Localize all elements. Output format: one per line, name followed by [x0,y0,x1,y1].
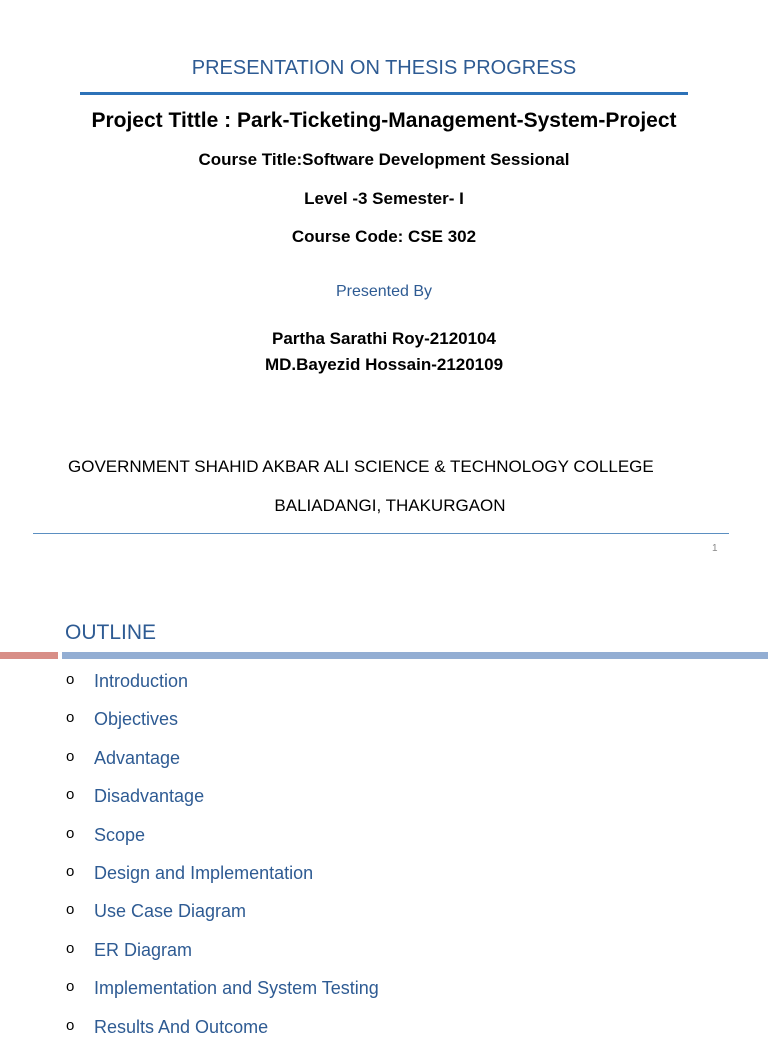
title-underline [80,92,688,95]
level-semester: Level -3 Semester- I [304,189,464,208]
footer-divider [33,533,729,534]
bullet-icon: o [66,939,75,957]
bullet-icon: o [66,862,75,880]
bullet-icon: o [66,786,75,804]
institution-name: GOVERNMENT SHAHID AKBAR ALI SCIENCE & TECHNOLOGY COLLEGE [68,457,654,476]
author-name: Partha Sarathi Roy-2120104 [272,329,496,348]
outline-item-label: Introduction [94,671,189,691]
project-title: Project Tittle : Park-Ticketing-Management-System-Project [91,109,677,132]
presented-by-label: Presented By [335,283,433,300]
author-name: MD.Bayezid Hossain-2120109 [264,355,504,374]
outline-item-label: Implementation and System Testing [94,978,379,999]
outline-item-label: ER Diagram [94,939,193,960]
course-title: Course Title:Software Development Sessional [198,150,570,169]
outline-slide [0,565,768,1037]
list-item [0,936,768,974]
outline-item-label: Design and Implementation [94,862,314,883]
outline-heading: OUTLINE [65,621,157,644]
course-code: Course Code: CSE 302 [291,227,477,246]
heading-accent-bar-red [0,652,58,659]
list-item [0,705,768,743]
bullet-icon: o [66,709,75,727]
outline-item-label: Use Case Diagram [94,901,247,922]
bullet-icon: o [66,978,75,996]
outline-item-label: Disadvantage [94,786,205,807]
page-number: 1 [712,543,718,554]
list-item [0,1013,768,1051]
list-item [0,974,768,1012]
outline-item-label: Results And Outcome [94,1016,269,1037]
list-item [0,859,768,897]
heading-accent-bar-blue [62,652,768,659]
list-item [0,821,768,859]
list-item [0,744,768,782]
list-item [0,782,768,820]
bullet-icon: o [66,1016,75,1034]
bullet-icon: o [66,747,75,765]
outline-list [0,667,768,1051]
list-item [0,667,768,705]
presentation-title: PRESENTATION ON THESIS PROGRESS [191,57,577,79]
list-item [0,897,768,935]
outline-item-label: Advantage [94,747,181,768]
bullet-icon: o [66,824,75,842]
outline-item-label: Scope [94,824,146,845]
institution-location: BALIADANGI, THAKURGAON [274,496,506,515]
bullet-icon: o [66,671,75,688]
outline-item-label: Objectives [94,709,179,730]
bullet-icon: o [66,901,75,919]
